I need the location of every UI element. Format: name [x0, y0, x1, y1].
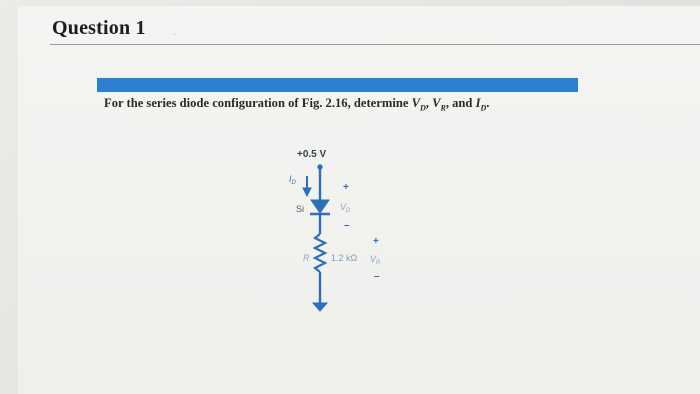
current-arrow-icon [303, 188, 311, 196]
id-subscript: D [480, 103, 487, 113]
problem-prefix: For the series diode configuration of Fig. 2.16, determine [104, 96, 412, 110]
vr-plus: + [373, 236, 379, 247]
vd-subscript: D [419, 103, 426, 113]
vd-symbol: V [411, 96, 420, 110]
vd-label: $V_D$ [340, 202, 351, 214]
vr-symbol: V [432, 96, 441, 110]
current-label: $I_D$ [289, 174, 296, 186]
question-title: Question 1 [52, 17, 146, 39]
decorative-dot: · [173, 30, 177, 41]
vr-subscript: R [440, 103, 446, 113]
vd-plus: + [343, 182, 349, 193]
resistor-value-label: 1.2 kΩ [331, 253, 358, 263]
resistor-zigzag [315, 234, 325, 272]
id-symbol: I [475, 96, 481, 110]
vr-minus: – [374, 271, 380, 282]
diode-label: Si [296, 204, 305, 214]
problem-suffix: . [486, 96, 490, 110]
resistor-name-label: R [303, 253, 310, 263]
vd-minus: – [344, 220, 350, 231]
supply-voltage-label: +0.5 V [297, 149, 327, 160]
problem-sep-1: , [425, 96, 433, 110]
problem-sep-2: , and [445, 96, 476, 110]
diode-triangle [311, 200, 329, 213]
vr-label: $V_R$ [370, 254, 381, 266]
ground-icon [313, 303, 327, 311]
